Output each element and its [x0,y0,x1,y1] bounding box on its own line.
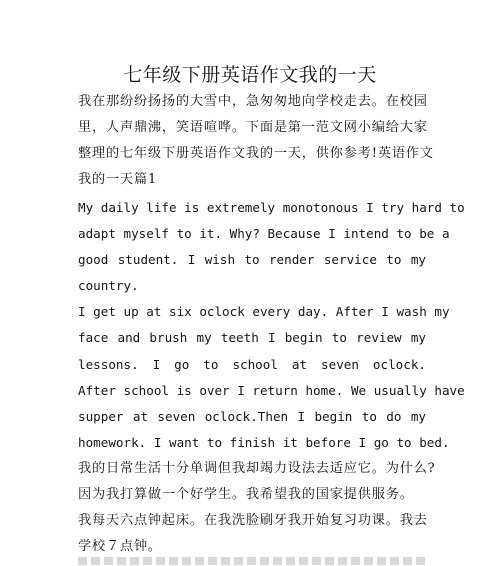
document-title: 七年级下册英语作文我的一天 [123,64,377,86]
cut-off-next-line [78,553,426,566]
paragraph-line: 因为我打算做一个好学生。我希望我的国家提供服务。 [78,487,414,502]
paragraph-line: 整理的七年级下册英语作文我的一天，供你参考!英语作文 [78,146,434,161]
truncated-text-fragment [78,557,426,565]
paragraph-line: I get up at six oclock every day. After I wash my [78,304,450,319]
paragraph-line: 我每天六点钟起床。在我洗脸刷牙我开始复习功课。我去 [78,513,428,528]
paragraph-line: 我的日常生活十分单调但我却竭力设法去适应它。为什么? [78,461,436,476]
paragraph-line: My daily life is extremely monotonous I try hard to [78,200,465,215]
paragraph-line: homework. I want to finish it before I go to bed. [78,435,450,450]
paragraph-line: 学校７点钟。 [78,539,162,554]
paragraph-line: good student. I wish to render service to my [78,252,426,267]
paragraph-line: face and brush my teeth I begin to review my [78,330,426,345]
paragraph-line: 我的一天篇1 [78,172,158,187]
paragraph-line: adapt myself to it. Why? Because I intend to be a [78,226,450,241]
paragraph-line: country. [78,278,139,293]
paragraph-line: lessons. I go to school at seven oclock. [78,357,426,372]
paragraph-line: After school is over I return home. We usually have [78,383,465,398]
paragraph-line: 我在那纷纷扬扬的大雪中，急匆匆地向学校走去。在校园 [78,94,428,109]
paragraph-line: 里，人声鼎沸，笑语喧哗。下面是第一范文网小编给大家 [78,120,428,135]
paragraph-line: supper at seven oclock.Then I begin to do my [78,409,426,424]
